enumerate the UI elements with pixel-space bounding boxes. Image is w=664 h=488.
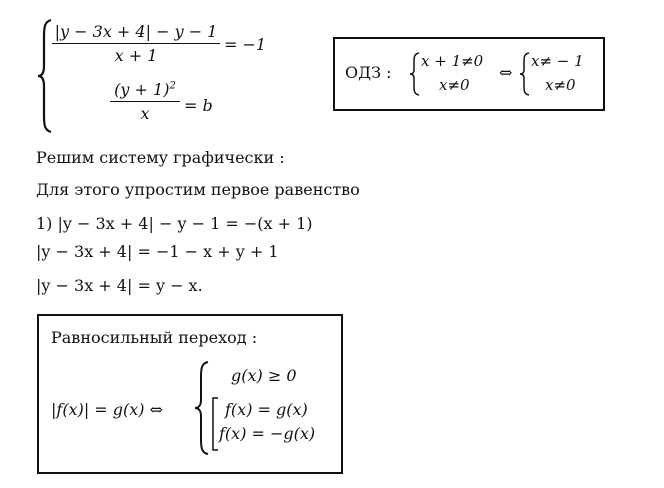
odz-box [333,37,605,111]
odz-right-1: x≠ − 1 [531,52,584,70]
eq2-numerator: $(y + 1)^2$ [114,80,176,99]
eq1-numerator: |y − 3x + 4| − y − 1 [54,22,218,41]
odz-right-brace [519,51,531,97]
odz-left-2: x≠0 [439,76,470,94]
eq2-rhs: = b [184,96,213,115]
equation-1-fraction [52,22,220,65]
odz-left-brace [409,51,421,97]
rule-option-1: f(x) = g(x) [225,400,308,419]
odz-left-1: x + 1≠0 [421,52,484,70]
odz-right-2: x≠0 [545,76,576,94]
rule-lhs: |f(x)| = g(x) ⇔ [51,400,164,419]
rule-brace [193,360,211,456]
odz-equivalence-arrow: ⇔ [499,63,513,82]
rule-option-2: f(x) = −g(x) [219,424,316,443]
rule-condition: g(x) ≥ 0 [231,366,297,385]
rule-title: Равносильный переход : [51,328,258,347]
eq1-rhs: = −1 [224,35,267,54]
rule-bracket [211,396,219,452]
odz-label: ОДЗ : [345,63,392,82]
equation-2-fraction [110,80,180,123]
eq2-denominator: x [140,104,150,123]
step-3: |y − 3x + 4| = y − x. [36,276,203,295]
eq1-denominator: x + 1 [114,46,158,65]
step-2: |y − 3x + 4| = −1 − x + y + 1 [36,242,279,261]
rule-box [37,314,343,474]
text-line-2: Для этого упростим первое равенство [36,180,360,199]
text-line-1: Решим систему графически : [36,148,285,167]
step-1: 1) |y − 3x + 4| − y − 1 = −(x + 1) [36,214,313,233]
